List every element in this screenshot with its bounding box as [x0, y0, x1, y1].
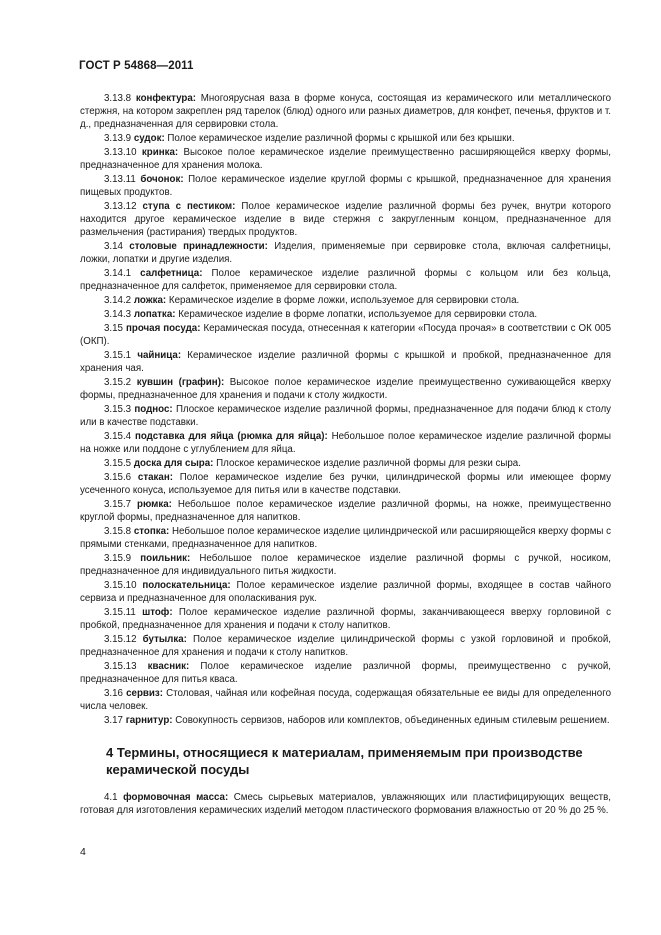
clause-number: 3.15.10 — [104, 580, 137, 591]
term-paragraph — [80, 146, 611, 172]
term-definition: Полое керамическое изделие различной формы с крышкой или без крышки. — [167, 133, 515, 144]
term-name: ложка: — [133, 295, 167, 306]
clause-number: 3.15.12 — [104, 634, 137, 645]
term-definition: Небольшое полое керамическое изделие различной формы на ножке или поддоне с углублением для яйца. — [80, 431, 611, 455]
term-paragraph — [80, 132, 611, 145]
term-name: судок: — [133, 133, 165, 144]
term-name: поднос: — [134, 404, 173, 415]
term-name: конфектура: — [135, 93, 197, 104]
term-paragraph — [80, 92, 611, 131]
section-heading: 4 Термины, относящиеся к материалам, применяемым при производстве керамической посуды — [106, 745, 583, 777]
document-header: ГОСТ Р 54868—2011 — [79, 60, 194, 72]
clause-number: 3.15.5 — [104, 458, 132, 469]
term-definition: Керамическое изделие в форме ложки, используемое для сервировки стола. — [168, 295, 520, 306]
term-definition: Полое керамическое изделие различной формы с кольцом или без кольца, предназначенное для салфеток, применяемое для сервировки стола. — [80, 268, 611, 292]
clause-number: 3.13.10 — [104, 147, 137, 158]
term-name: подставка для яйца (рюмка для яйца): — [134, 431, 328, 442]
term-definition: Керамическое изделие различной формы с крышкой и пробкой, предназначенное для хранения чая. — [80, 350, 611, 374]
term-name: салфетница: — [140, 268, 203, 279]
term-paragraph — [80, 579, 611, 605]
clause-number: 3.14.2 — [104, 295, 132, 306]
term-paragraph — [80, 349, 611, 375]
clause-number: 3.16 — [104, 688, 123, 699]
term-definition: Керамическое изделие в форме лопатки, используемое для сервировки стола. — [178, 309, 538, 320]
term-definition: Полое керамическое изделие различной формы, входящее в состав чайного сервиза и предназначенное для ополаскивания рук. — [80, 580, 611, 604]
term-paragraph — [80, 403, 611, 429]
term-definition: Плоское керамическое изделие различной формы, предназначенное для подачи блюд к столу или в качестве подставки. — [80, 404, 612, 428]
term-paragraph — [80, 660, 611, 686]
term-name: рюмка: — [137, 499, 172, 510]
term-name: кувшин (графин): — [136, 377, 225, 388]
document-body — [80, 92, 611, 818]
clause-number: 3.14 — [104, 241, 123, 252]
term-definition: Небольшое полое керамическое изделие различной формы с ручкой, носиком, предназначенное для индивидуального питья жидкости. — [80, 553, 611, 577]
term-name: поильник: — [140, 553, 191, 564]
term-definition: Полое керамическое изделие круглой формы с крышкой, предназначенное для хранения пищевых продуктов. — [80, 174, 611, 198]
clause-number: 3.15.3 — [104, 404, 132, 415]
term-definition: Полое керамическое изделие различной формы без ручек, внутри которого находится другое керамическое изделие в виде стержня с закругленным концом, предназначенное для размельчения (растирания) твердых продуктов. — [80, 201, 611, 238]
clause-number: 3.17 — [104, 715, 123, 726]
section4-list — [80, 791, 611, 817]
term-definition: Полое керамическое изделие цилиндрической формы с узкой горловиной и пробкой, предназначенное для хранения и подачи к столу напитков. — [80, 634, 612, 658]
term-definition: Керамическая посуда, отнесенная к категории «Посуда прочая» в соответствии с ОК 005 (ОКП). — [80, 323, 611, 347]
term-definition: Высокое полое керамическое изделие преимущественно расширяющейся кверху формы, предназначенное для хранения молока. — [80, 147, 611, 171]
term-name: лопатка: — [133, 309, 176, 320]
term-definition: Изделия, применяемые при сервировке стола, включая салфетницы, ложки, лопатки и другие изделия. — [80, 241, 611, 265]
term-definition: Небольшое полое керамическое изделие различной формы, на ножке, преимущественно круглой формы, предназначенное для напитков. — [80, 499, 611, 523]
term-name: сервиз: — [126, 688, 163, 699]
term-paragraph — [80, 687, 611, 713]
term-name: ступа с пестиком: — [142, 201, 236, 212]
clause-number: 3.15.2 — [104, 377, 132, 388]
term-paragraph — [80, 633, 611, 659]
page-number: 4 — [80, 846, 86, 858]
term-paragraph — [80, 240, 611, 266]
clause-number: 3.15 — [104, 323, 123, 334]
term-name: бочонок: — [140, 174, 184, 185]
term-name: полоскательница: — [142, 580, 231, 591]
clause-number: 3.13.11 — [104, 174, 136, 185]
term-paragraph — [80, 430, 611, 456]
clause-number: 3.13.8 — [104, 93, 132, 104]
clause-number: 3.15.8 — [104, 526, 132, 537]
clause-number: 3.14.1 — [104, 268, 132, 279]
term-name: формовочная масса: — [123, 792, 229, 803]
term-name: гарнитур: — [125, 715, 173, 726]
term-paragraph — [80, 267, 611, 293]
clause-number: 3.15.4 — [104, 431, 132, 442]
term-paragraph — [80, 714, 611, 727]
term-paragraph — [80, 322, 611, 348]
term-paragraph — [80, 294, 611, 307]
term-name: квасник: — [147, 661, 190, 672]
clause-number: 3.13.9 — [104, 133, 132, 144]
term-name: бутылка: — [142, 634, 187, 645]
clause-number: 3.15.6 — [104, 472, 132, 483]
term-paragraph — [80, 606, 611, 632]
term-name: штоф: — [142, 607, 173, 618]
term-definition: Столовая, чайная или кофейная посуда, содержащая обязательные ее виды для определенного числа человек. — [80, 688, 611, 712]
term-definition: Совокупность сервизов, наборов или комплектов, объединенных единым стилевым решением. — [175, 715, 610, 726]
term-definition: Многоярусная ваза в форме конуса, состоящая из керамического или металлического стержня, на котором закреплен ряд тарелок (блюд) одного или разных диаметров, для конфет, печенья, фруктов и т. д., предназначенная для сервировки стола. — [80, 93, 612, 130]
term-paragraph — [80, 525, 611, 551]
term-name: столовые принадлежности: — [129, 241, 268, 252]
clause-number: 3.15.11 — [104, 607, 136, 618]
term-paragraph — [80, 457, 611, 470]
clause-number: 3.15.9 — [104, 553, 132, 564]
term-paragraph — [80, 200, 611, 239]
clause-number: 4.1 — [104, 792, 118, 803]
term-definition: Плоское керамическое изделие различной формы для резки сыра. — [216, 458, 521, 469]
term-name: чайница: — [137, 350, 182, 361]
term-definition: Небольшое полое керамическое изделие цилиндрической или расширяющейся кверху формы с прямыми стенками, предназначенное для напитков. — [80, 526, 611, 550]
term-name: кринка: — [141, 147, 179, 158]
clause-number: 3.15.1 — [104, 350, 132, 361]
term-paragraph — [80, 552, 611, 578]
term-definition: Высокое полое керамическое изделие преимущественно суживающейся кверху формы, предназначенное для хранения и подачи к столу жидкости. — [80, 377, 611, 401]
term-paragraph — [80, 376, 611, 402]
term-definition: Полое керамическое изделие различной формы, заканчивающееся вверху горловиной с пробкой, предназначенное для хранения и подачи к столу напитков. — [80, 607, 612, 631]
term-definition: Смесь сырьевых материалов, увлажняющих или пластифицирующих веществ, готовая для изготовления керамических изделий методом пластического формования влажностью от 20 % до 25 %. — [80, 792, 611, 816]
term-definition: Полое керамическое изделие без ручки, цилиндрической формы или имеющее форму усеченного конуса, используемое для питья или в качестве подставки. — [80, 472, 611, 496]
clause-number: 3.15.13 — [104, 661, 137, 672]
term-paragraph — [80, 173, 611, 199]
term-name: доска для сыра: — [133, 458, 214, 469]
term-paragraph — [80, 498, 611, 524]
term-definition: Полое керамическое изделие различной формы, преимущественно с ручкой, предназначенное для питья кваса. — [80, 661, 611, 685]
term-paragraph — [80, 791, 611, 817]
term-name: прочая посуда: — [125, 323, 201, 334]
terms-list — [80, 92, 611, 727]
clause-number: 3.14.3 — [104, 309, 132, 320]
term-paragraph — [80, 308, 611, 321]
term-name: стопка: — [133, 526, 170, 537]
clause-number: 3.13.12 — [104, 201, 137, 212]
term-paragraph — [80, 471, 611, 497]
term-name: стакан: — [137, 472, 173, 483]
clause-number: 3.15.7 — [104, 499, 132, 510]
